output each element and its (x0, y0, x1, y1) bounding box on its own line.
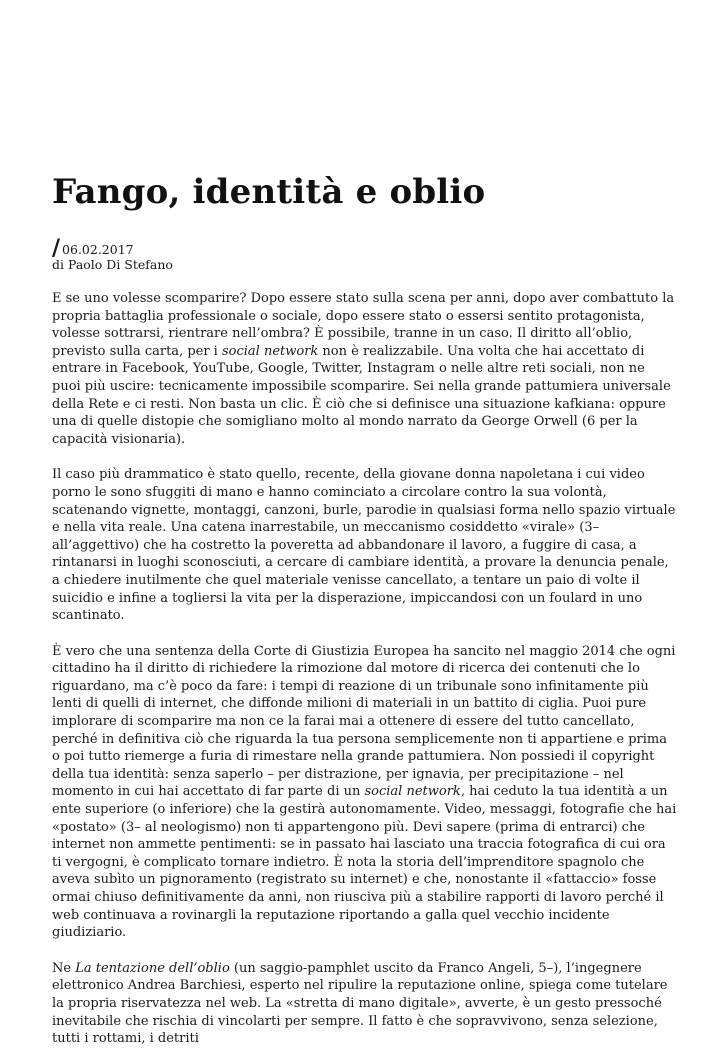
italic-term: social network (364, 784, 461, 800)
paragraph-text: , hai ceduto la tua identità a un ente superiore (o inferiore) che la gestirà autonomamente. Video, messaggi, fotografie che hai «postato» (3– al neologismo) non ti appartengono più. Devi sapere (prima di entrarci) che internet non ammette pentimenti: se in passato hai lasciato una traccia fotografica di cui ora ti vergogni, è complicato tornare indietro. È nota la storia dell’imprenditore spagnolo che aveva subìto un pignoramento (registrato su internet) e che, nonostante il «fattaccio» fosse ormai chiuso definitivamente da anni, non riusciva più a stabilire rapporti di lavoro perché il web continuava a rovinargli la reputazione riportando a galla quel vecchio incidente giudiziario. (52, 784, 677, 941)
publish-date: 06.02.2017 (62, 242, 134, 257)
paragraph-2: Il caso più drammatico è stato quello, recente, della giovane donna napoletana i cui video porno le sono sfuggiti di mano e hanno cominciato a circolare contro la sua volontà, scatenando vignette, montaggi, canzoni, burle, parodie in qualsiasi forma nello spazio virtuale e nella vita reale. Una catena inarrestabile, un meccanismo cosiddetto «virale» (3– all’aggettivo) che ha costretto la poveretta ad abbandonare il lavoro, a fuggire di casa, a rintanarsi in luoghi sconosciuti, a cercare di cambiare identità, a provare la denuncia penale, a chiedere inutilmente che quel materiale venisse cancellato, a tentare un paio di volte il suicidio e infine a togliersi la vita per la disperazione, impiccandosi con un foulard in uno scantinato. (52, 467, 676, 624)
paragraph-text: (un saggio-pamphlet uscito da Franco Angeli, 5–), l’ingegnere elettronico Andrea Barchiesi, esperto nel ripulire la reputazione online, spiega come tutelare la propria riservatezza nel web. La «stretta di mano digitale», avverte, è un gesto pressoché inevitabile che rischia di vincolarti per sempre. Il fatto è che sopravvivono, senza selezione, tutti i rottami, i detriti (52, 960, 668, 1047)
article-meta (52, 235, 173, 272)
paragraph-text: È vero che una sentenza della Corte di Giustizia Europea ha sancito nel maggio 2014 che ogni cittadino ha il diritto di richiedere la rimozione dal motore di ricerca dei contenuti che lo riguardano, ma c’è poco da fare: i tempi di reazione di un tribunale sono infinitamente più lenti di quelli di internet, che diffonde milioni di materiali in un battito di ciglia. Puoi pure implorare di scomparire ma non ce la farai mai a ottenere di essere del tutto cancellato, perché in definitiva ciò che riguarda la tua persona semplicemente non ti appartiene e prima o poi tutto riemerge a furia di rimestare nella grande pattumiera. Non possiedi il copyright della tua identità: senza saperlo – per distrazione, per ignavia, per precipitazione – nel momento in cui hai accettato di far parte di un (52, 643, 676, 800)
paragraph-text: E se uno volesse scomparire? Dopo essere stato sulla scena per anni, dopo aver combattuto la propria battaglia professionale o sociale, dopo essere stato o essersi sentito protagonista, volesse sottrarsi, rientrare nell’ombra? È possibile, tranne in un caso. Il diritto all’oblio, previsto sulla carta, per i (52, 291, 675, 359)
slash-separator: / (52, 235, 61, 261)
paragraph-3 (52, 643, 677, 942)
article-body (52, 290, 677, 1048)
article-title: Fango, identità e oblio (52, 172, 486, 212)
paragraph-1 (52, 290, 677, 448)
author-byline: di Paolo Di Stefano (52, 257, 173, 272)
book-title: La tentazione dell’oblio (75, 960, 230, 976)
paragraph-text: non è realizzabile. Una volta che hai accettato di entrare in Facebook, YouTube, Google, Twitter, Instagram o nelle altre reti sociali, non ne puoi più uscire: tecnicamente impossibile scomparire. Sei nella grande pattumiera universale della Rete e ci resti. Non basta un clic. È ciò che si definisce una situazione kafkiana: oppure una di quelle distopie che somigliano molto al mondo narrato da George Orwell (6 per la capacità visionaria). (52, 343, 671, 447)
paragraph-text: Ne (52, 960, 76, 976)
paragraph-4 (52, 960, 677, 1048)
italic-term: social network (221, 343, 319, 359)
